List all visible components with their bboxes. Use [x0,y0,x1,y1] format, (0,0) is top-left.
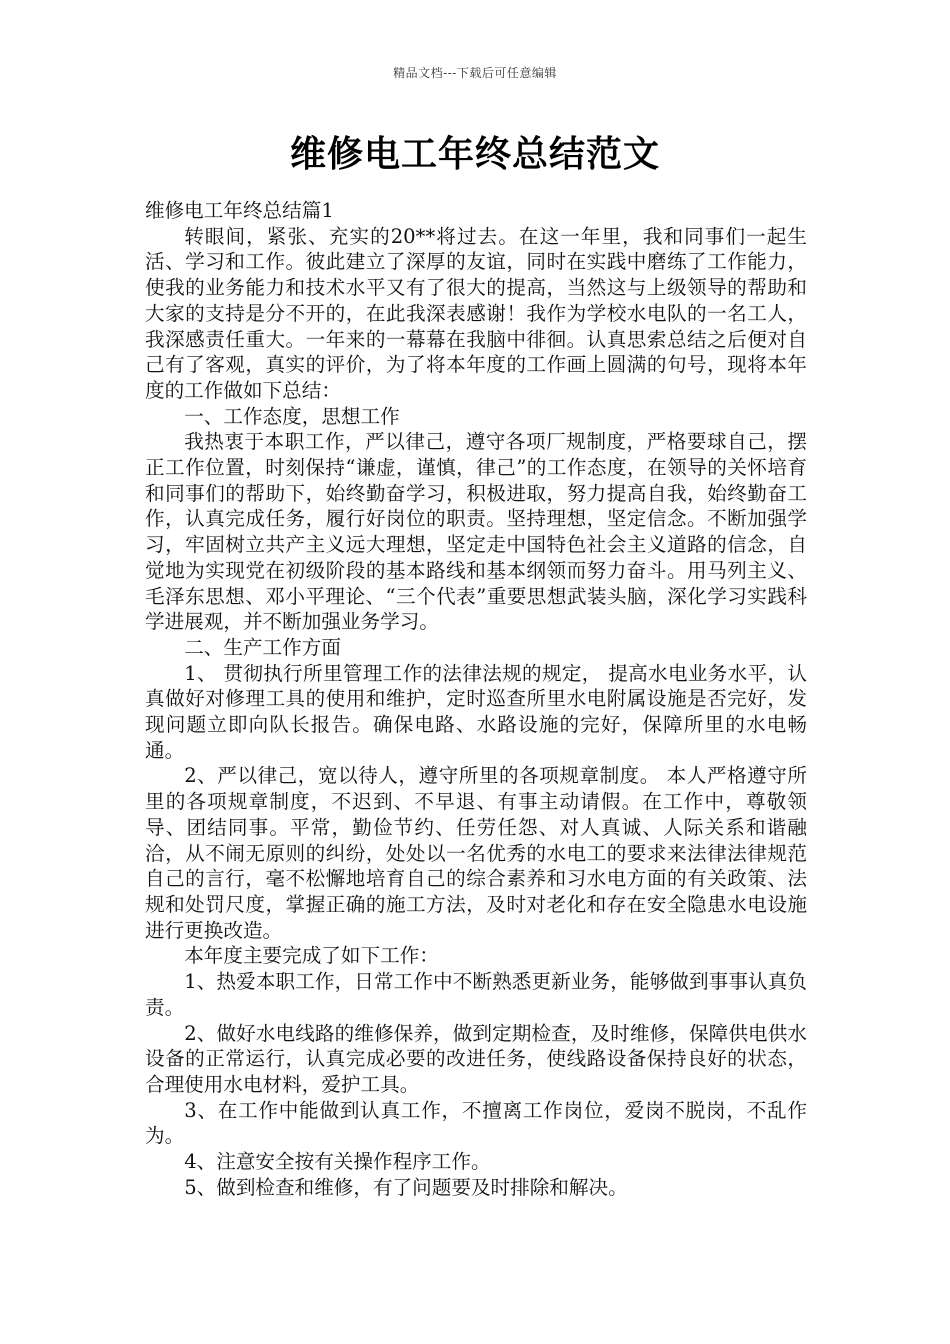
document-subtitle: 维修电工年终总结篇1 [145,199,334,222]
section-heading-production: 二、生产工作方面 [184,635,341,659]
document-body [145,198,807,1200]
list-item-work-3: 3、在工作中能做到认真工作，不擅离工作岗位，爱岗不脱岗，不乱作为。 [145,1098,807,1148]
section-heading-attitude: 一、工作态度，思想工作 [184,404,400,428]
paragraph-production-2: 2、严以律己，宽以待人，遵守所里的各项规章制度。 本人严格遵守所里的各项规章制度，不迟到、不早退、有事主动请假。在工作中，尊敬领导、团结同事。平常，勤俭节约、任劳任怨、对人真诚、人际关系和谐融洽，从不闹无原则的纠纷，处处以一名优秀的水电工的要求来法律法律规范自己的言行，毫不松懈地培育自己的综合素养和习水电方面的有关政策、法规和处罚尺度，掌握正确的施工方法，及时对老化和存在安全隐患水电设施进行更换改造。 [145,764,807,942]
list-item-work-4: 4、注意安全按有关操作程序工作。 [184,1150,491,1174]
document-title: 维修电工年终总结范文 [289,134,660,175]
paragraph-production-1: 1、 贯彻执行所里管理工作的法律法规的规定， 提高水电业务水平，认真做好对修理工具的使用和维护，定时巡查所里水电附属设施是否完好，发现问题立即向队长报告。确保电路、水路设施的完好，保障所里的水电畅通。 [145,661,807,762]
paragraph-intro: 转眼间，紧张、充实的20**将过去。在这一年里，我和同事们一起生活、学习和工作。彼此建立了深厚的友谊，同时在实践中磨练了工作能力，使我的业务能力和技术水平又有了很大的提高，当然这与上级领导的帮助和大家的支持是分不开的，在此我深表感谢！我作为学校水电队的一名工人，我深感责任重大。一年来的一幕幕在我脑中徘徊。认真思索总结之后便对自己有了客观，真实的评价，为了将本年度的工作画上圆满的句号，现将本年度的工作做如下总结： [145,224,807,402]
header-watermark: 精品文档---下载后可任意编辑 [393,66,557,80]
list-item-work-2: 2、做好水电线路的维修保养，做到定期检查，及时维修，保障供电供水设备的正常运行，认真完成必要的改进任务，使线路设备保持良好的状态，合理使用水电材料，爱护工具。 [145,1021,807,1096]
list-item-work-1: 1、热爱本职工作，日常工作中不断熟悉更新业务，能够做到事事认真负责。 [145,970,807,1019]
paragraph-work-done-heading: 本年度主要完成了如下工作： [184,944,439,968]
paragraph-attitude: 我热衷于本职工作，严以律己，遵守各项厂规制度，严格要球自己，摆正工作位置，时刻保持“谦虚，谨慎，律己”的工作态度，在领导的关怀培育和同事们的帮助下，始终勤奋学习，积极进取，努力提高自我，始终勤奋工作，认真完成任务，履行好岗位的职责。坚持理想，坚定信念。不断加强学习，牢固树立共产主义远大理想，坚定走中国特色社会主义道路的信念，自觉地为实现党在初级阶段的基本路线和基本纲领而努力奋斗。用马列主义、毛泽东思想、邓小平理论、“三个代表”重要思想武装头脑，深化学习实践科学进展观，并不断加强业务学习。 [145,430,807,634]
list-item-work-5: 5、做到检查和维修，有了问题要及时排除和解决。 [184,1175,628,1199]
